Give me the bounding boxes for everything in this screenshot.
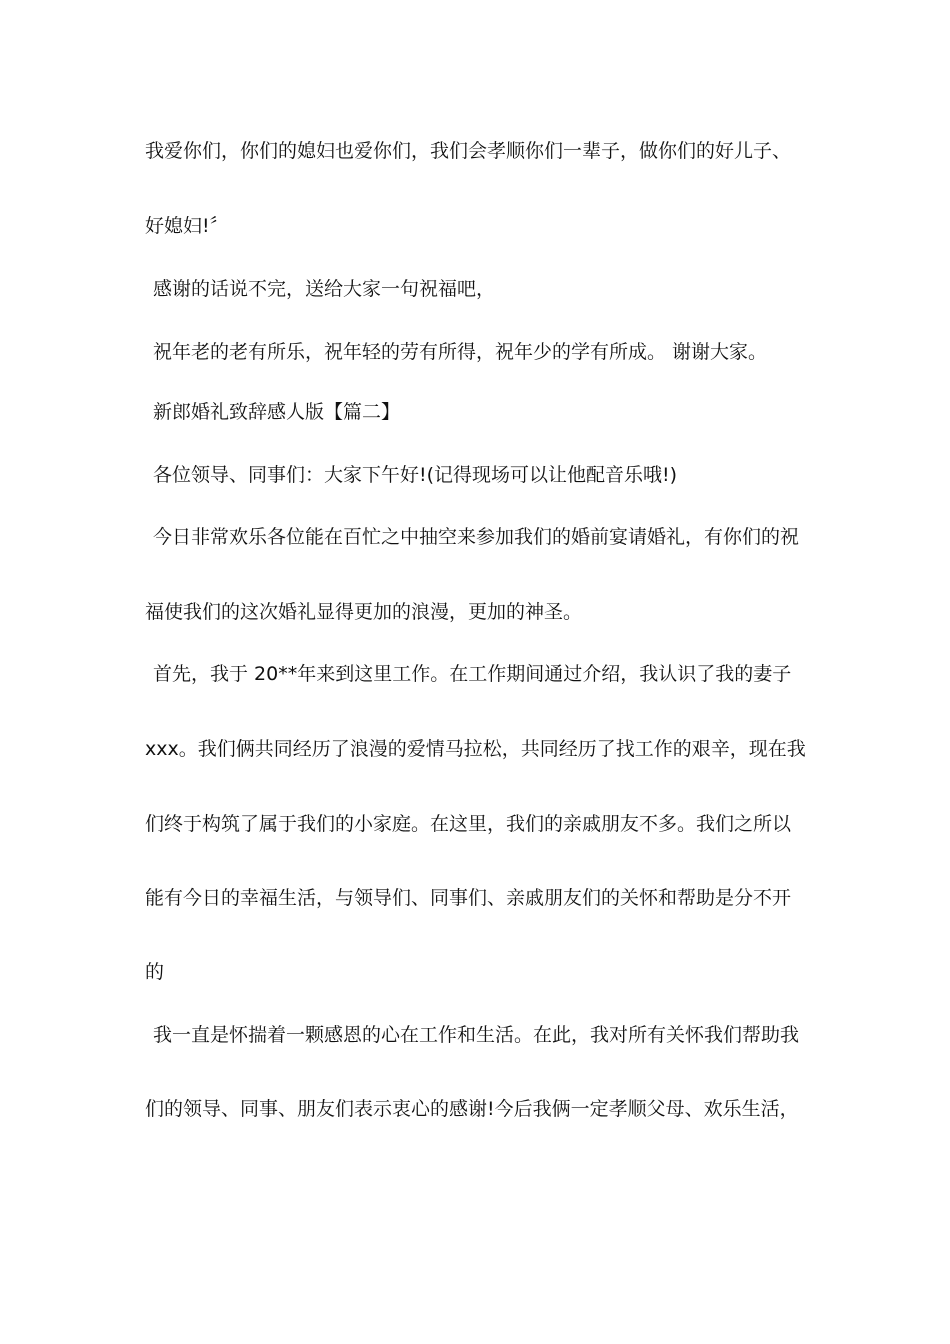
paragraph-line: 我一直是怀揣着一颗感恩的心在工作和生活。在此，我对所有关怀我们帮助我 bbox=[153, 1024, 800, 1046]
section-heading: 新郎婚礼致辞感人版【篇二】 bbox=[153, 401, 401, 423]
paragraph-line: 感谢的话说不完，送给大家一句祝福吧， bbox=[153, 278, 496, 300]
paragraph-line: 祝年老的老有所乐，祝年轻的劳有所得，祝年少的学有所成。 谢谢大家。 bbox=[153, 341, 768, 363]
paragraph-line: 的 bbox=[145, 961, 165, 983]
paragraph-line: 们终于构筑了属于我们的小家庭。在这里，我们的亲戚朋友不多。我们之所以 bbox=[145, 813, 792, 835]
paragraph-line: 们的领导、同事、朋友们表示衷心的感谢!今后我俩一定孝顺父母、欢乐生活， bbox=[145, 1098, 799, 1120]
paragraph-line: 首先，我于 20**年来到这里工作。在工作期间通过介绍，我认识了我的妻子 bbox=[153, 663, 792, 685]
paragraph-line: 能有今日的幸福生活，与领导们、同事们、亲戚朋友们的关怀和帮助是分不开 bbox=[145, 887, 792, 909]
paragraph-line: xxx。我们俩共同经历了浪漫的爱情马拉松，共同经历了找工作的艰辛，现在我 bbox=[145, 738, 806, 760]
greeting-line: 各位领导、同事们：大家下午好!(记得现场可以让他配音乐哦!) bbox=[153, 464, 678, 486]
paragraph-line: 今日非常欢乐各位能在百忙之中抽空来参加我们的婚前宴请婚礼，有你们的祝 bbox=[153, 526, 800, 548]
paragraph-line: 我爱你们，你们的媳妇也爱你们，我们会孝顺你们一辈子，做你们的好儿子、 bbox=[145, 140, 792, 162]
paragraph-line: 福使我们的这次婚礼显得更加的浪漫，更加的神圣。 bbox=[145, 601, 583, 623]
paragraph-line: 好媳妇!〞 bbox=[145, 215, 229, 237]
